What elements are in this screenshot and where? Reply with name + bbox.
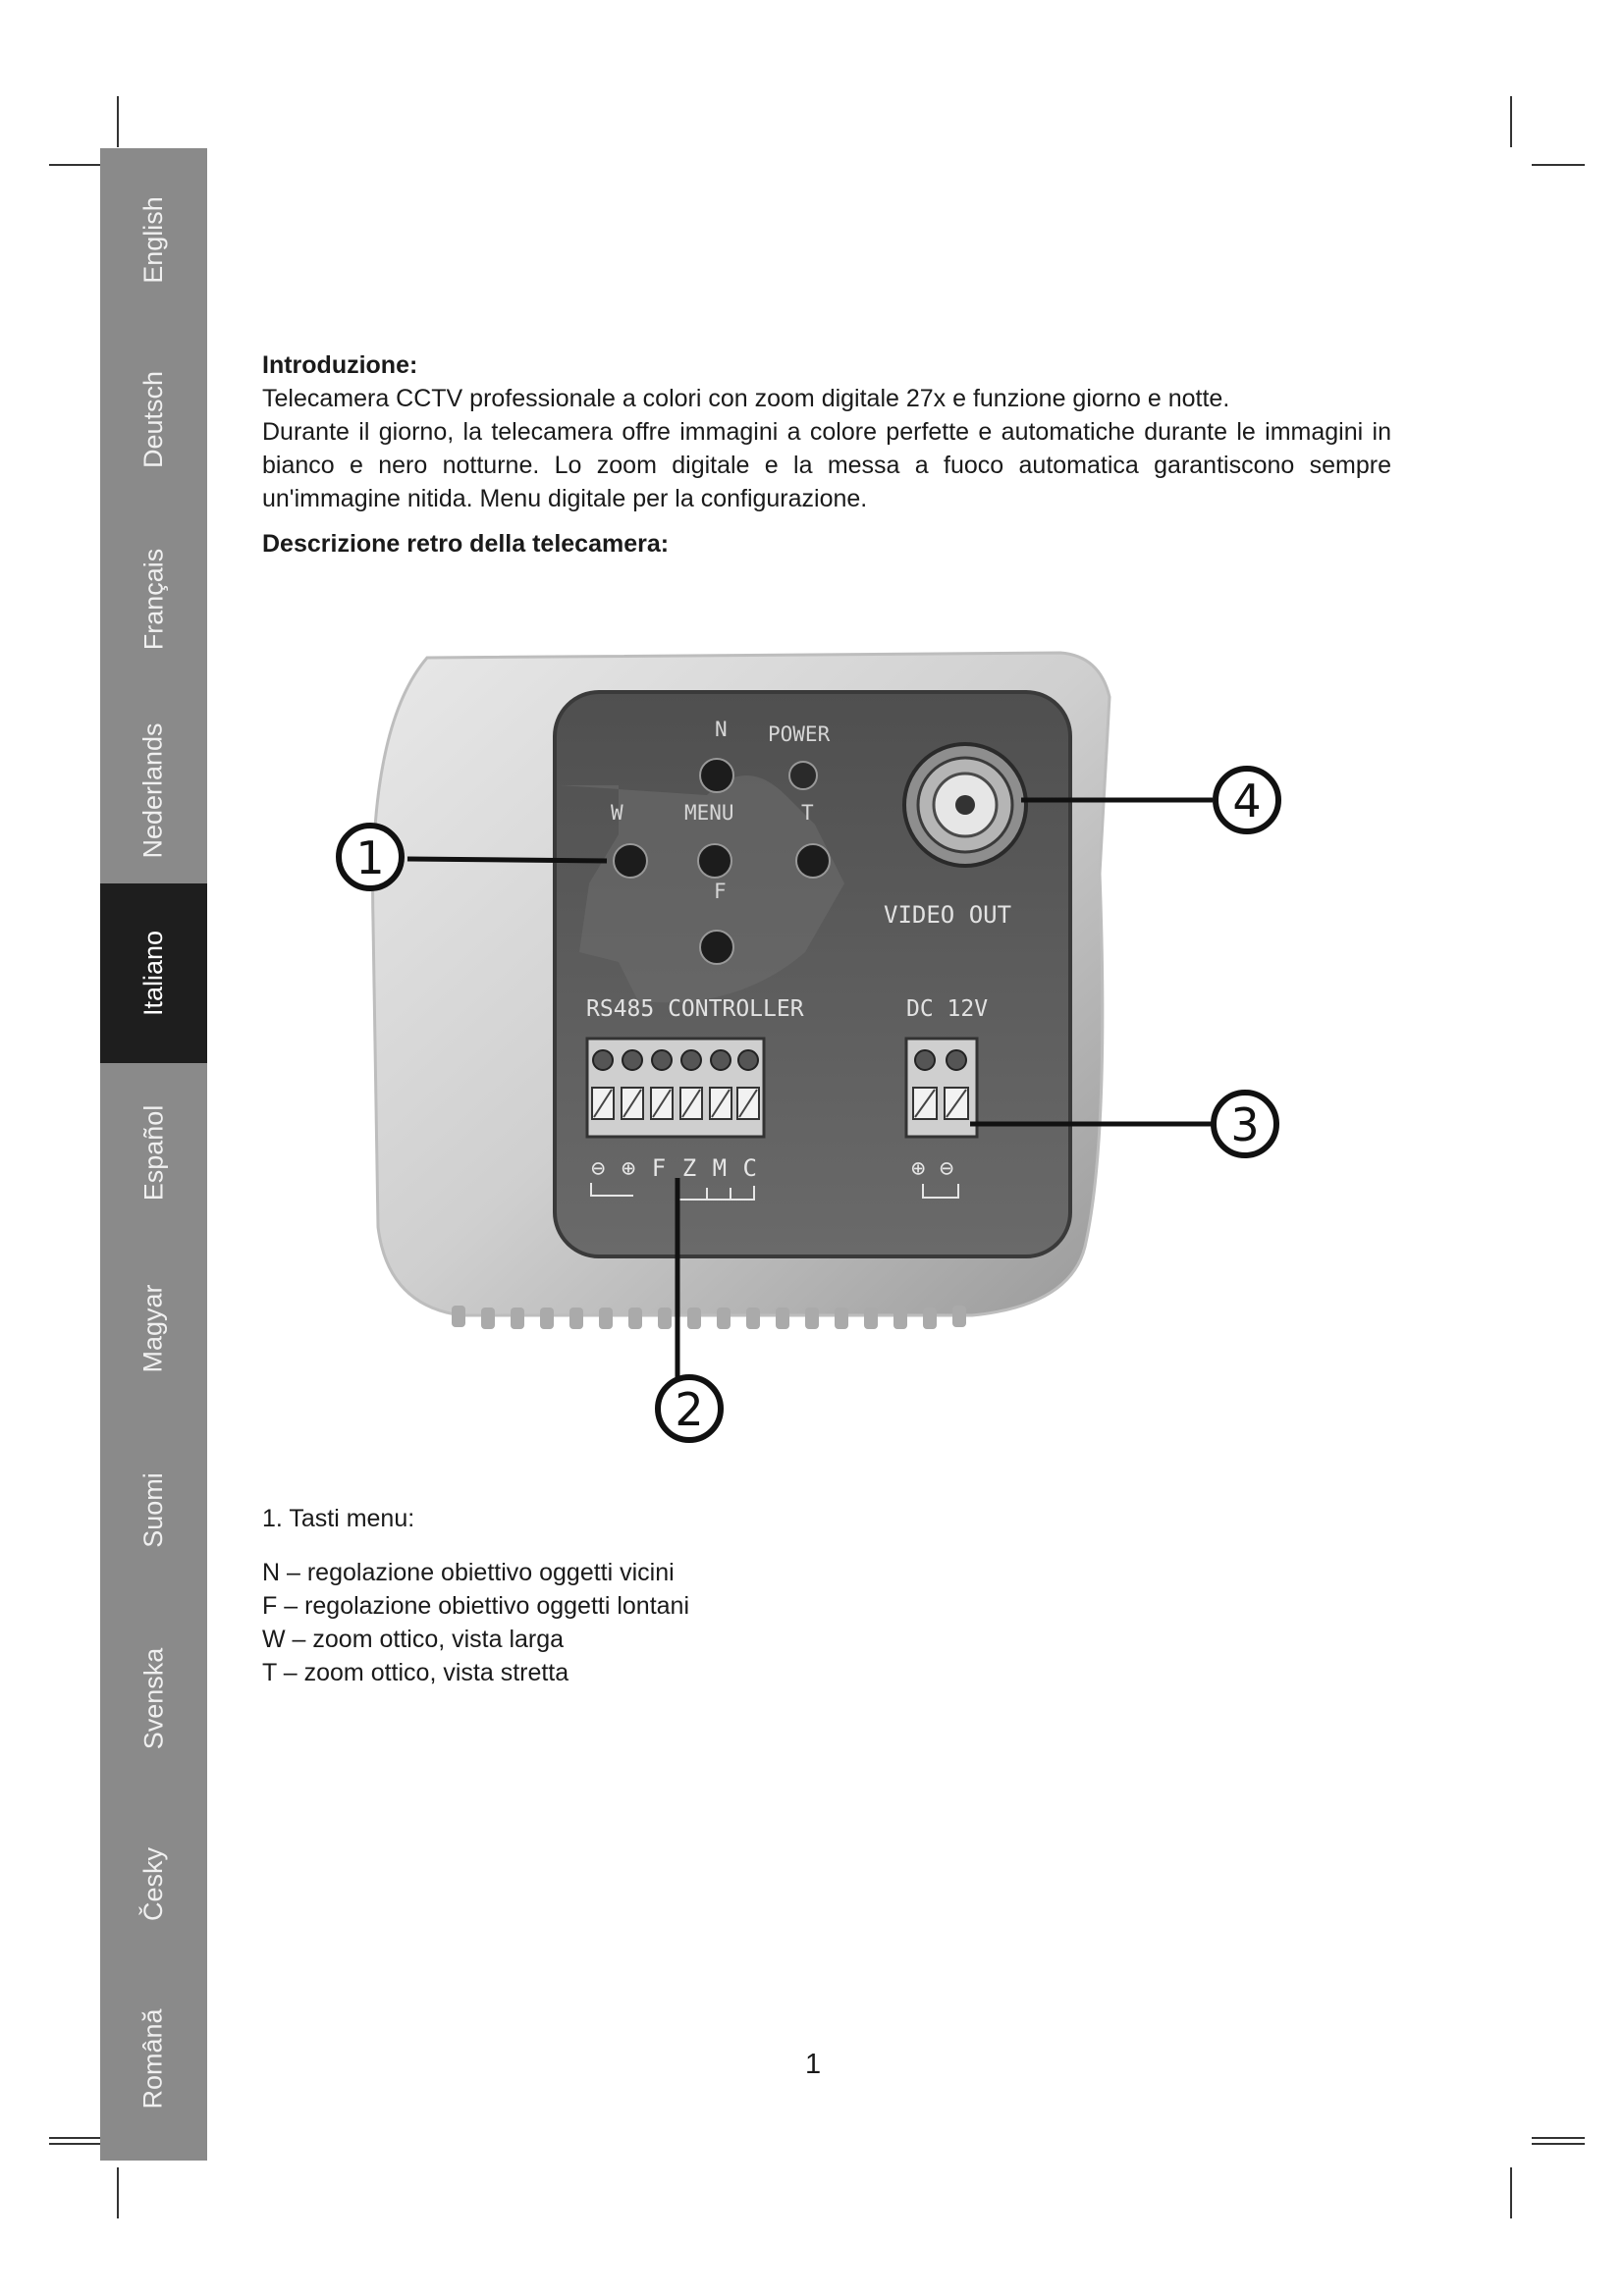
- button-n: [700, 759, 733, 792]
- button-menu: [698, 844, 731, 878]
- label-rs485: RS485 CONTROLLER: [586, 996, 804, 1022]
- menu-keys-title: 1. Tasti menu:: [262, 1505, 415, 1532]
- list-item: T – zoom ottico, vista stretta: [262, 1659, 569, 1686]
- tab-deutsch[interactable]: [100, 330, 207, 509]
- tab-francais[interactable]: [100, 509, 207, 689]
- label-video-out: VIDEO OUT: [884, 901, 1012, 929]
- crop-mark: [1532, 2143, 1585, 2145]
- crop-mark: [49, 164, 100, 166]
- callout-number-2: 2: [675, 1383, 704, 1436]
- tab-suomi[interactable]: [100, 1420, 207, 1600]
- label-menu: MENU: [684, 801, 734, 825]
- crop-mark: [1532, 2137, 1585, 2139]
- tab-label: Italiano: [137, 930, 168, 1017]
- list-item: W – zoom ottico, vista larga: [262, 1626, 565, 1653]
- tab-label: Deutsch: [138, 370, 168, 469]
- menu-keys-list: [262, 1556, 689, 1689]
- tab-label: Nederlands: [138, 722, 168, 859]
- language-sidebar: [100, 148, 207, 2161]
- leader-line-1: [407, 859, 607, 861]
- intro-heading: Introduzione:: [262, 351, 418, 379]
- label-dc: DC 12V: [906, 996, 989, 1022]
- tab-label: Suomi: [138, 1472, 168, 1548]
- tab-label: Svenska: [138, 1647, 168, 1750]
- camera-rear-illustration: [295, 628, 1326, 1463]
- label-w: W: [611, 801, 623, 825]
- tab-espanol[interactable]: [100, 1063, 207, 1243]
- crop-mark: [49, 2137, 100, 2139]
- camera-rear-figure: [295, 628, 1326, 1463]
- tab-romana[interactable]: [100, 1969, 207, 2149]
- rear-heading: Descrizione retro della telecamera:: [262, 530, 670, 558]
- dc-terminal-labels: ⊕ ⊖: [911, 1154, 954, 1182]
- button-t: [796, 844, 830, 878]
- tab-label: Česky: [137, 1846, 168, 1922]
- intro-line: Telecamera CCTV professionale a colori con zoom digitale 27x e funzione giorno e notte.: [262, 385, 1230, 412]
- tab-cesky[interactable]: [100, 1794, 207, 1974]
- tab-label: English: [138, 196, 168, 284]
- button-w: [614, 844, 647, 878]
- label-f: F: [714, 880, 727, 903]
- crop-mark: [1532, 164, 1585, 166]
- intro-section: [262, 348, 1391, 561]
- list-item: F – regolazione obiettivo oggetti lontani: [262, 1592, 690, 1620]
- callout-number-3: 3: [1230, 1098, 1260, 1151]
- callout-number-4: 4: [1232, 774, 1262, 828]
- tab-label: Español: [137, 1104, 168, 1201]
- tab-nederlands[interactable]: [100, 701, 207, 881]
- dc-terminal-block: [906, 1039, 977, 1137]
- tab-italiano[interactable]: [100, 883, 207, 1063]
- label-power: POWER: [768, 722, 831, 746]
- tab-label: Français: [138, 548, 168, 651]
- crop-mark: [117, 96, 119, 147]
- callout-number-1: 1: [355, 831, 385, 884]
- rs485-terminal-block: [587, 1039, 764, 1137]
- crop-mark: [49, 2143, 100, 2145]
- label-n: N: [715, 718, 728, 741]
- tab-magyar[interactable]: [100, 1239, 207, 1418]
- bnc-connector: [904, 744, 1026, 866]
- list-item: N – regolazione obiettivo oggetti vicini: [262, 1559, 675, 1586]
- tab-label: Română: [138, 2008, 168, 2109]
- tab-svenska[interactable]: [100, 1609, 207, 1789]
- tab-label: Magyar: [138, 1284, 168, 1373]
- tab-english[interactable]: [100, 150, 207, 330]
- button-f: [700, 931, 733, 964]
- crop-mark: [1510, 96, 1512, 147]
- crop-mark: [1510, 2167, 1512, 2218]
- label-t: T: [801, 801, 814, 825]
- crop-mark: [117, 2167, 119, 2218]
- power-led: [789, 762, 817, 789]
- page-number: 1: [805, 2049, 822, 2080]
- intro-paragraph: Durante il giorno, la telecamera offre immagini a colore perfette e automatiche durante le immagini in bianco e nero notturne. Lo zoom digitale e la messa a fuoco automatica garantiscono sempre un'immagine nitida. Menu digitale per la configurazione.: [262, 418, 1391, 512]
- rs485-terminal-labels: ⊖ ⊕ F Z M C: [591, 1154, 758, 1182]
